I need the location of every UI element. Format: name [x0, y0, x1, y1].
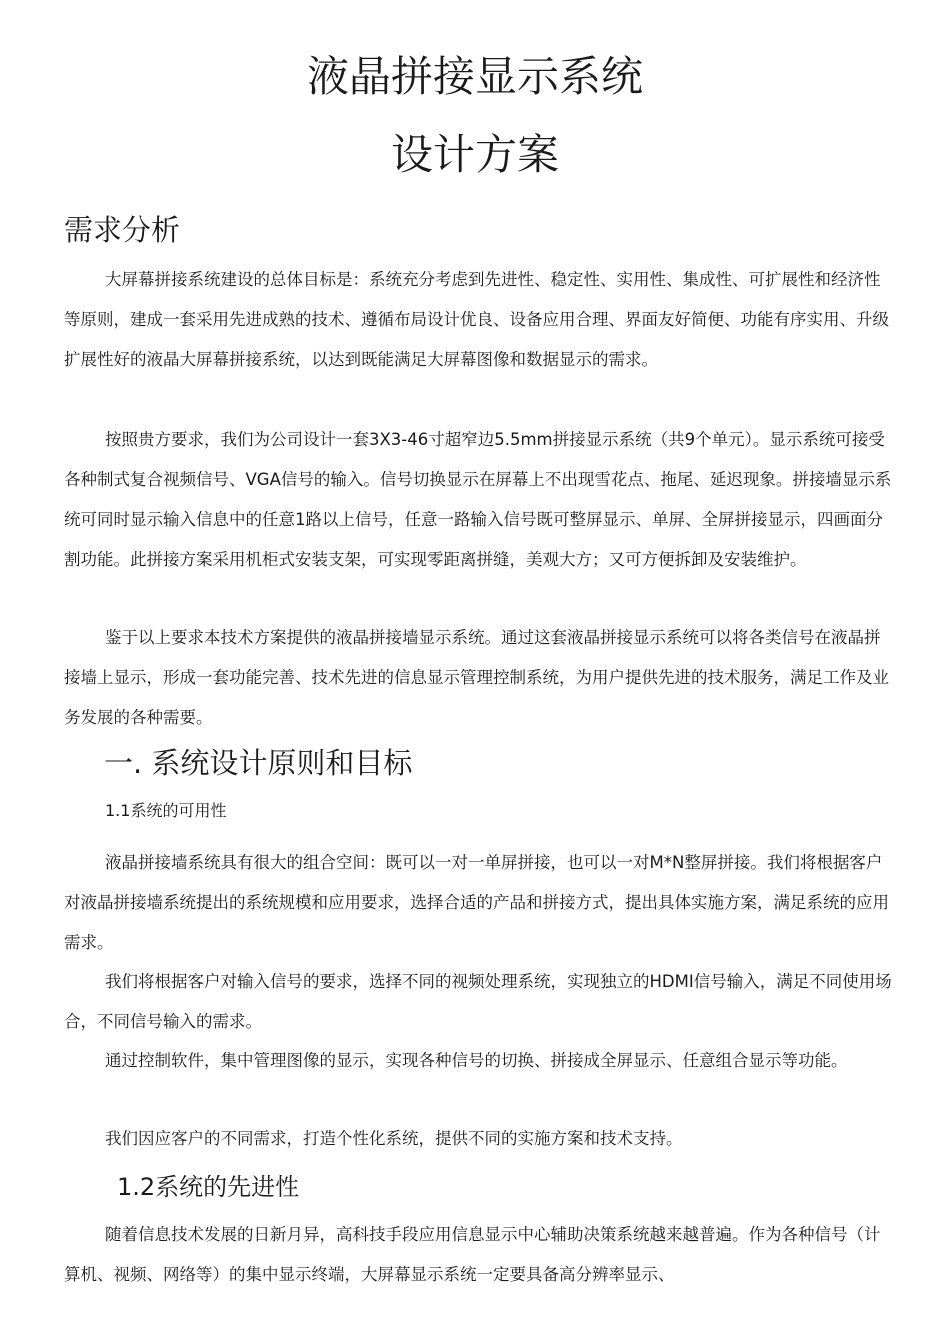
- needs-paragraph-3: 鉴于以上要求本技术方案提供的液晶拼接墙显示系统。通过这套液晶拼接显示系统可以将各类信号在液晶拼接墙上显示，形成一套功能完善、技术先进的信息显示管理控制系统，为用户提供先进的技术服务，满足工作及业务发展的各种需要。: [64, 628, 889, 727]
- subheading-1-2: 1.2系统的先进性: [117, 1173, 300, 1201]
- needs-paragraph-1: 大屏幕拼接系统建设的总体目标是：系统充分考虑到先进性、稳定性、实用性、集成性、可扩展性和经济性等原则，建成一套采用先进成熟的技术、遵循布局设计优良、设备应用合理、界面友好简便、功能有序实用、升级扩展性好的液晶大屏幕拼接系统，以达到既能满足大屏幕图像和数据显示的需求。: [64, 270, 889, 369]
- doc-title-line1: 液晶拼接显示系统: [306, 52, 643, 101]
- availability-paragraph-1: 液晶拼接墙系统具有很大的组合空间：既可以一对一单屏拼接，也可以一对M*N整屏拼接。我们将根据客户对液晶拼接墙系统提出的系统规模和应用要求，选择合适的产品和拼接方式，提出具体实施方案，满足系统的应用需求。: [64, 853, 889, 952]
- availability-paragraph-4: 我们因应客户的不同需求，打造个性化系统，提供不同的实施方案和技术支持。: [105, 1129, 683, 1148]
- section-heading-needs: 需求分析: [64, 213, 181, 247]
- subheading-1-1: 1.1系统的可用性: [105, 801, 227, 820]
- advancement-paragraph: 随着信息技术发展的日新月异，高科技手段应用信息显示中心辅助决策系统越来越普遍。作为各种信号（计算机、视频、网络等）的集中显示终端，大屏幕显示系统一定要具备高分辨率显示、: [64, 1225, 881, 1284]
- needs-paragraph-2: 按照贵方要求，我们为公司设计一套3X3-46寸超窄边5.5mm拼接显示系统（共9个单元）。显示系统可接受各种制式复合视频信号、VGA信号的输入。信号切换显示在屏幕上不出现雪花点、拖尾、延迟现象。拼接墙显示系统可同时显示输入信息中的任意1路以上信号，任意一路输入信号既可整屏显示、单屏、全屏拼接显示，四画面分割功能。此拼接方案采用机柜式安装支架，可实现零距离拼缝，美观大方；又可方便拆卸及安装维护。: [64, 430, 892, 569]
- section-heading-one: 一. 系统设计原则和目标: [104, 746, 413, 780]
- availability-paragraph-2: 我们将根据客户对输入信号的要求，选择不同的视频处理系统，实现独立的HDMI信号输入，满足不同使用场合，不同信号输入的需求。: [64, 972, 892, 1031]
- availability-paragraph-3: 通过控制软件，集中管理图像的显示，实现各种信号的切换、拼接成全屏显示、任意组合显示等功能。: [105, 1051, 848, 1070]
- doc-title-line2: 设计方案: [390, 130, 559, 179]
